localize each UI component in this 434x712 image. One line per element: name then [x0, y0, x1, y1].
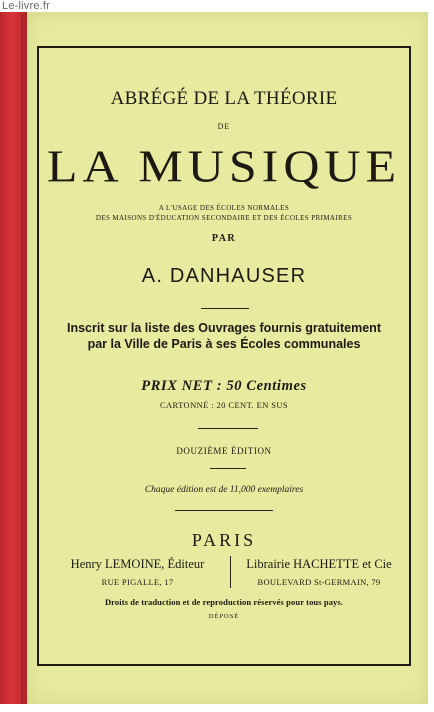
- publication-city: PARIS: [191, 530, 257, 550]
- publisher-left-address: RUE PIGALLE, 17: [101, 577, 174, 587]
- title-connector: DE: [217, 122, 231, 131]
- spine-edge: [21, 12, 23, 704]
- title-line-1: ABRÉGÉ DE LA THÉORIE: [110, 88, 338, 109]
- by-label: PAR: [211, 233, 237, 244]
- publisher-left: [50, 555, 225, 587]
- publisher-right: [234, 555, 404, 587]
- print-run-text: Chaque édition est de 11,000 exemplaires: [144, 485, 304, 495]
- edition-text: DOUZIÈME ÉDITION: [176, 446, 272, 456]
- rights-notice: Droits de traduction et de reproduction réservés pour tous pays.: [104, 597, 344, 607]
- publisher-right-address: BOULEVARD St-GERMAIN, 79: [257, 577, 381, 587]
- inscription-line-2: par la Ville de Paris à ses Écoles communales: [87, 337, 361, 351]
- binding-surcharge-text: CARTONNÉ : 20 CENT. EN SUS: [159, 400, 289, 410]
- divider-rule: [175, 510, 273, 511]
- divider-rule: [201, 308, 249, 309]
- inscription-line-1: Inscrit sur la liste des Ouvrages fournis gratuitement: [67, 321, 381, 335]
- usage-line-2: DES MAISONS D'ÉDUCATION SECONDAIRE ET DES ÉCOLES PRIMAIRES: [95, 214, 353, 222]
- publisher-left-name: Henry LEMOINE, Éditeur: [70, 557, 205, 571]
- price-text: PRIX NET : 50 Centimes: [141, 378, 307, 394]
- divider-rule: [198, 428, 258, 429]
- author-name: A. DANHAUSER: [141, 265, 307, 287]
- publisher-right-name: Librairie HACHETTE et Cie: [246, 557, 392, 571]
- usage-line-1: A L'USAGE DES ÉCOLES NORMALES: [158, 204, 290, 212]
- main-title: LA MUSIQUE: [46, 140, 402, 192]
- publisher-separator: [230, 556, 231, 588]
- deposit-notice: DÉPOSÉ: [208, 613, 240, 620]
- watermark-text: Le-livre.fr: [2, 0, 51, 12]
- divider-rule: [210, 468, 246, 469]
